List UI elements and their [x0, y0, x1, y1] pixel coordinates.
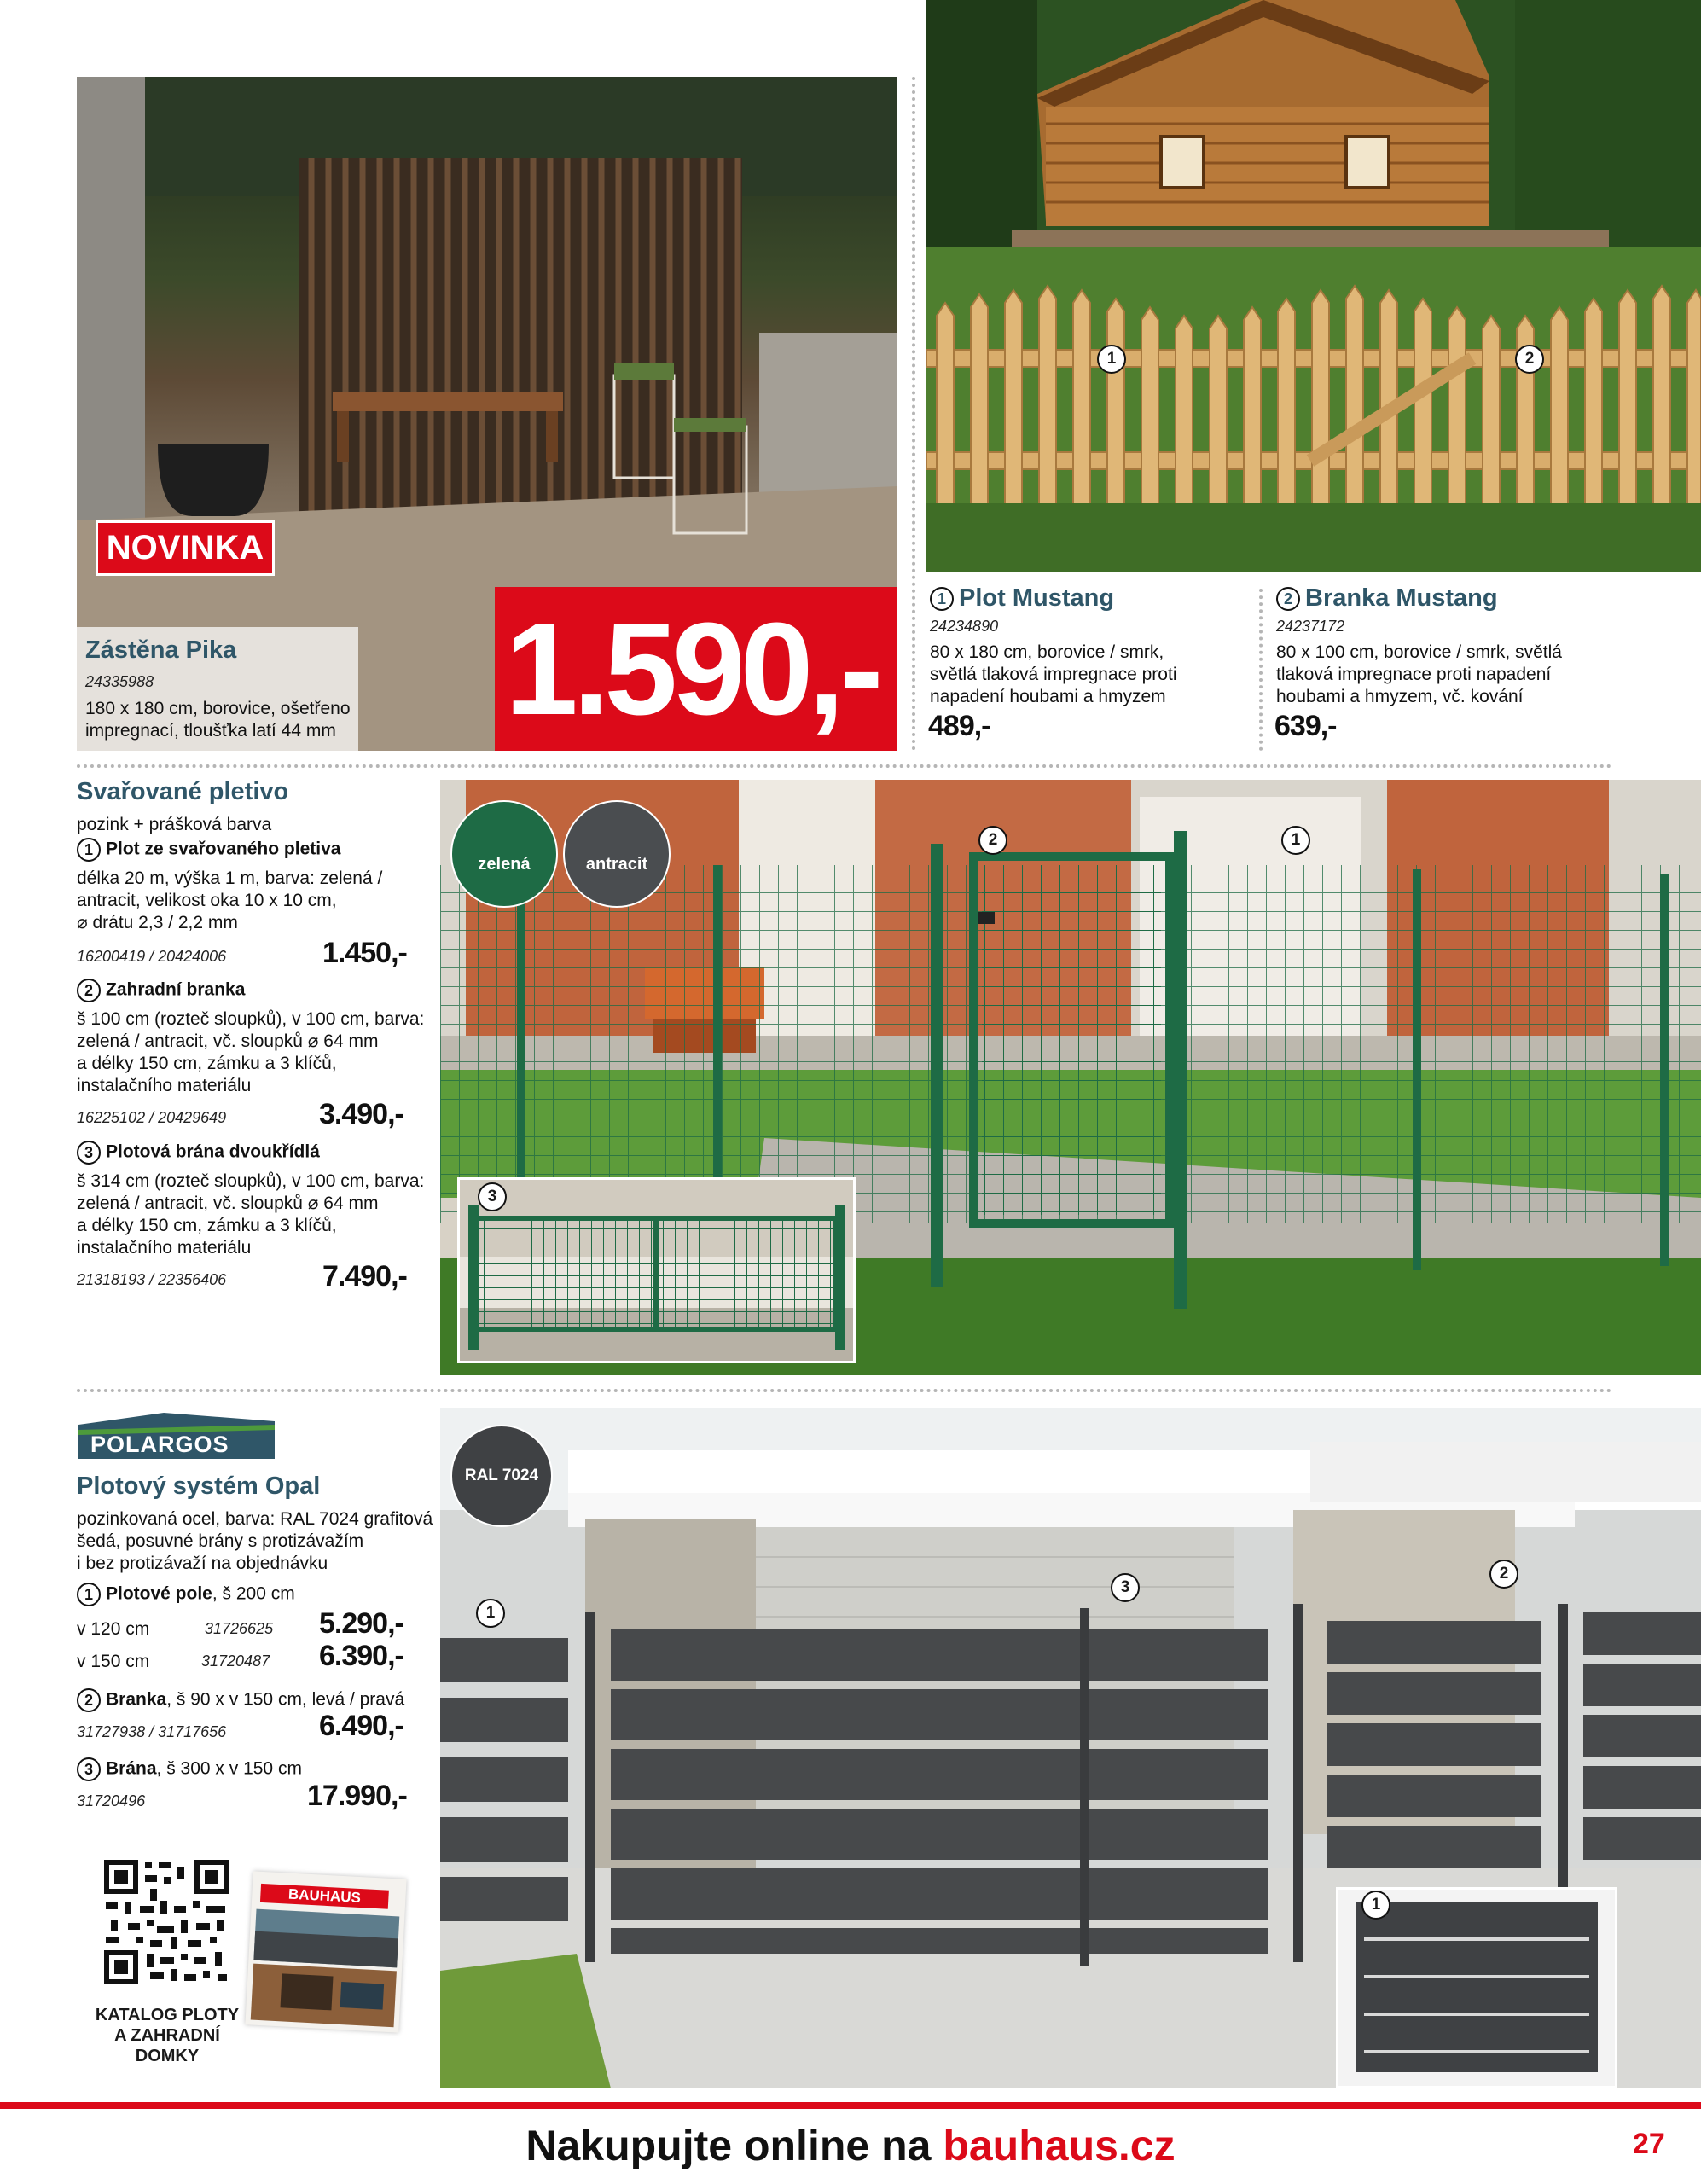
footer-red-bar [0, 2102, 1701, 2109]
opal-title: Plotový systém Opal [77, 1472, 321, 1500]
divider-vertical-top [912, 77, 915, 751]
swatch-ral-7024: RAL 7024 [450, 1425, 553, 1527]
mesh-item2-price: 3.490,- [319, 1098, 403, 1130]
opal-item2-code: 31727938 / 31717656 [77, 1723, 227, 1740]
mesh-subtitle: pozink + prášková barva [77, 815, 272, 834]
opal-desc3: i bez protizávaží na objednávku [77, 1554, 328, 1573]
mustang-fence-desc2: světlá tlaková impregnace proti [930, 665, 1177, 684]
mustang-fence-drawing [926, 0, 1701, 572]
mustang-fence-num: 1 [930, 587, 954, 611]
mesh-item3-line3: a délky 150 cm, zámku a 3 klíčů, [77, 1216, 337, 1235]
mesh-gate-inset [457, 1177, 856, 1363]
opal-item2-title: 2 Branka, š 90 x v 150 cm, levá / pravá [77, 1688, 404, 1712]
mustang-fence-desc3: napadení houbami a hmyzem [930, 687, 1166, 706]
mesh-item3-title: 3 Plotová brána dvoukřídlá [77, 1141, 320, 1165]
mesh-item2-title: 2 Zahradní branka [77, 979, 245, 1002]
opal-row2-label: v 150 cm [77, 1652, 150, 1671]
opal-item3-code: 31720496 [77, 1792, 146, 1809]
swatch-green: zelená [450, 800, 558, 908]
mesh-item2-code: 16225102 / 20429649 [77, 1109, 227, 1126]
pika-desc-line2: impregnací, tloušťka latí 44 mm [85, 721, 336, 741]
mesh-item1-title: 1 Plot ze svařovaného pletiva [77, 838, 340, 862]
mustang-photo [926, 0, 1701, 572]
pika-price-box [495, 587, 897, 751]
opal-row1-price: 5.290,- [319, 1607, 403, 1640]
divider-horizontal-1 [77, 764, 1612, 768]
mesh-marker-2: 2 [978, 826, 1007, 855]
footer-link[interactable]: bauhaus.cz [943, 2122, 1176, 2169]
catalog-brand: BAUHAUS [287, 1885, 362, 1907]
mesh-marker-1: 1 [1281, 826, 1310, 855]
mesh-item1-line3: ⌀ drátu 2,3 / 2,2 mm [77, 913, 238, 932]
opal-marker-3: 3 [1111, 1573, 1140, 1602]
mesh-item3-price: 7.490,- [322, 1260, 407, 1292]
pika-title: Zástěna Pika [85, 636, 237, 664]
opal-panel-inset-scene [1338, 1890, 1615, 2086]
mustang-gate-desc3: houbami a hmyzem, vč. kování [1276, 687, 1524, 706]
mustang-fence-price: 489,- [928, 710, 990, 742]
opal-row1-label: v 120 cm [77, 1619, 150, 1639]
footer-slogan [0, 2121, 1701, 2170]
mesh-item3-line4: instalačního materiálu [77, 1238, 252, 1258]
mesh-item3-line1: š 314 cm (rozteč sloupků), v 100 cm, barva: [77, 1171, 425, 1191]
page-number: 27 [1633, 2128, 1665, 2160]
mustang-gate-title: 2 Branka Mustang [1276, 584, 1498, 613]
opal-item3-title: 3 Brána, š 300 x v 150 cm [77, 1757, 302, 1781]
pika-desc-line1: 180 x 180 cm, borovice, ošetřeno [85, 699, 351, 718]
mustang-gate-desc2: tlaková impregnace proti napadení [1276, 665, 1552, 684]
mustang-gate-desc1: 80 x 100 cm, borovice / smrk, světlá [1276, 642, 1562, 662]
mesh-item2-line4: instalačního materiálu [77, 1076, 252, 1095]
opal-inset-marker-1: 1 [1361, 1891, 1390, 1920]
mesh-item1-line1: délka 20 m, výška 1 m, barva: zelená / [77, 868, 383, 888]
mustang-marker-1: 1 [1097, 345, 1126, 374]
mesh-inset-marker-3: 3 [478, 1182, 507, 1211]
mesh-title: Svařované pletivo [77, 778, 289, 805]
polargos-logo-text: POLARGOS [90, 1432, 229, 1457]
opal-item3-price: 17.990,- [307, 1780, 407, 1812]
mustang-gate-num: 2 [1276, 587, 1300, 611]
divider-horizontal-2 [77, 1389, 1612, 1392]
footer-text: Nakupujte online na [525, 2122, 943, 2169]
opal-desc1: pozinkovaná ocel, barva: RAL 7024 grafitová [77, 1509, 433, 1529]
opal-marker-2: 2 [1489, 1560, 1518, 1589]
mustang-fence-desc1: 80 x 180 cm, borovice / smrk, [930, 642, 1164, 662]
qr-code-icon [102, 1858, 230, 1986]
new-badge-label: NOVINKA [106, 529, 264, 566]
qr-code[interactable] [102, 1858, 230, 1986]
polargos-logo [78, 1413, 275, 1459]
mustang-marker-2: 2 [1515, 345, 1544, 374]
opal-row2-code: 31720487 [201, 1653, 270, 1670]
opal-row1-code: 31726625 [205, 1620, 274, 1637]
mustang-gate-code: 24237172 [1276, 618, 1345, 635]
divider-vertical-mustang [1259, 589, 1263, 751]
opal-item1-title: 1 Plotové pole, š 200 cm [77, 1583, 295, 1606]
mesh-item3-code: 21318193 / 22356406 [77, 1271, 227, 1288]
pika-price: 1.590,- [505, 595, 879, 742]
opal-row2-price: 6.390,- [319, 1640, 403, 1672]
mustang-fence-title: 1 Plot Mustang [930, 584, 1114, 613]
opal-marker-1: 1 [476, 1599, 505, 1628]
mesh-item1-line2: antracit, velikost oka 10 x 10 cm, [77, 891, 337, 910]
catalog-thumbnail[interactable] [245, 1871, 406, 2032]
mesh-item1-code: 16200419 / 20424006 [77, 948, 227, 965]
mesh-item2-line2: zelená / antracit, vč. sloupků ⌀ 64 mm [77, 1031, 379, 1051]
swatch-anthracite: antracit [563, 800, 671, 908]
mesh-item2-line1: š 100 cm (rozteč sloupků), v 100 cm, barva: [77, 1009, 425, 1029]
pika-code: 24335988 [85, 673, 154, 690]
mustang-gate-price: 639,- [1274, 710, 1337, 742]
opal-desc2: šedá, posuvné brány s protizávažím [77, 1531, 364, 1551]
new-badge [96, 520, 275, 576]
mesh-item2-line3: a délky 150 cm, zámku a 3 klíčů, [77, 1054, 337, 1073]
mesh-gate-inset-scene [460, 1180, 853, 1361]
mustang-fence-code: 24234890 [930, 618, 999, 635]
mesh-item3-line2: zelená / antracit, vč. sloupků ⌀ 64 mm [77, 1194, 379, 1213]
catalog-label: KATALOG PLOTY A ZAHRADNÍ DOMKY [95, 2006, 240, 2065]
opal-item2-price: 6.490,- [319, 1710, 403, 1742]
mesh-item1-price: 1.450,- [322, 937, 407, 969]
